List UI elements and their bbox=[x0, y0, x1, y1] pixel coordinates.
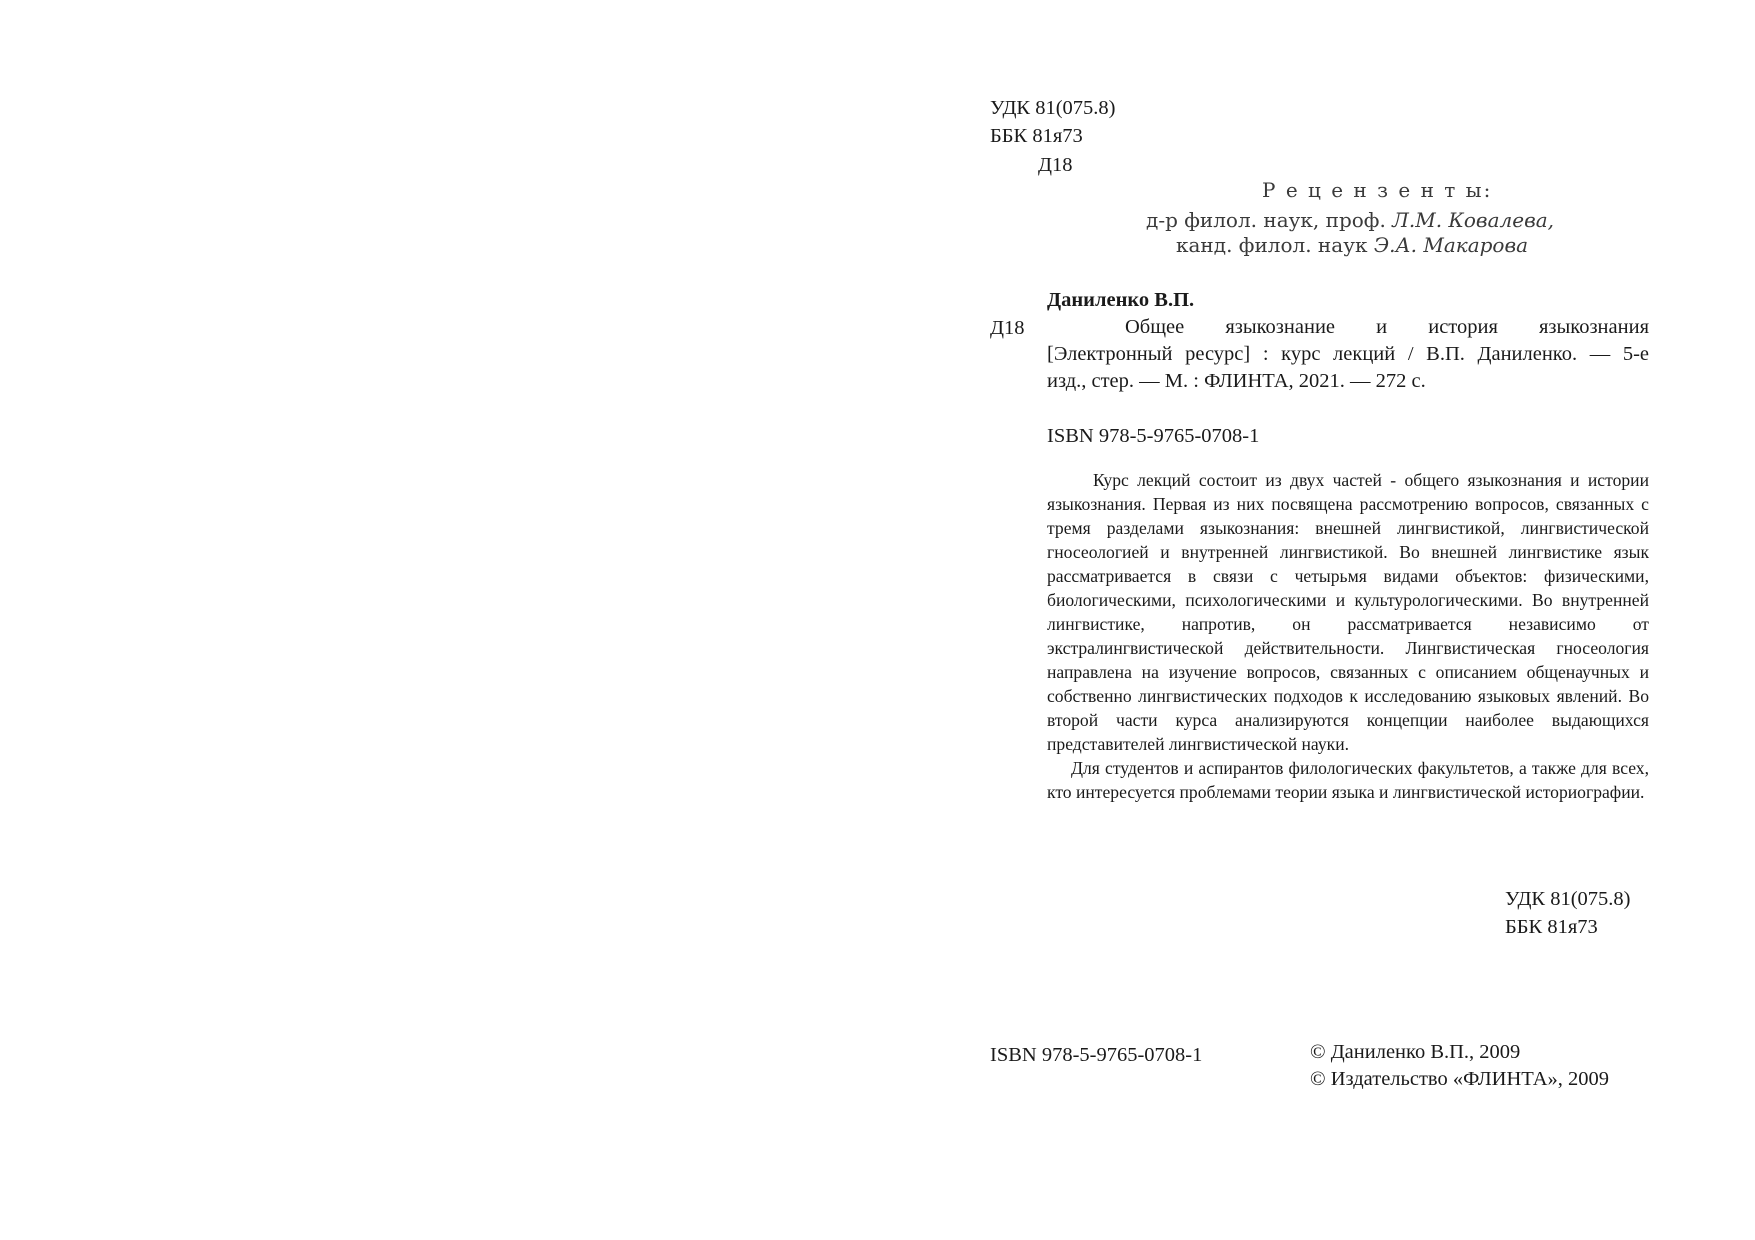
copyright-author: © Даниленко В.П., 2009 bbox=[1310, 1041, 1521, 1063]
record-title-line-3: изд., стер. — М. : ФЛИНТА, 2021. — 272 с. bbox=[1047, 370, 1426, 392]
copyright-publisher: © Издательство «ФЛИНТА», 2009 bbox=[1310, 1068, 1610, 1090]
author-mark: Д18 bbox=[1038, 154, 1073, 176]
reviewer-1-prefix: д-р филол. наук, проф. bbox=[1146, 208, 1386, 232]
record-mark: Д18 bbox=[990, 317, 1025, 339]
record-author-name: Даниленко В.П. bbox=[1047, 289, 1195, 311]
reviewer-1-name: Л.М. Ковалева, bbox=[1392, 208, 1554, 232]
bottom-isbn: ISBN 978-5-9765-0708-1 bbox=[990, 1044, 1203, 1066]
footer-udk-code: УДК 81(075.8) bbox=[1505, 888, 1631, 910]
reviewer-1 bbox=[1146, 208, 1554, 232]
reviewer-2-name: Э.А. Макарова bbox=[1373, 233, 1529, 257]
annotation-paragraph-2: Для студентов и аспирантов филологических факультетов, а также для всех, кто интересуется проблемами теории языка и лингвистической историографии. bbox=[1047, 758, 1649, 802]
reviewer-2 bbox=[1176, 233, 1528, 257]
udk-code: УДК 81(075.8) bbox=[990, 97, 1116, 119]
footer-bbk-code: ББК 81я73 bbox=[1505, 916, 1598, 938]
record-title-line-1: Общее языкознание и история языкознания bbox=[1125, 316, 1649, 338]
reviewers-title: Р е ц е н з е н т ы: bbox=[1262, 178, 1493, 202]
annotation bbox=[1047, 468, 1649, 804]
reviewer-2-prefix: канд. филол. наук bbox=[1176, 233, 1368, 257]
annotation-paragraph-1: Курс лекций состоит из двух частей - общего языкознания и истории языкознания. Первая из них посвящена рассмотрению вопросов, связанных с тремя разделами языкознания: внешней лингвистикой, лингвистической гносеологией и внутренней лингвистикой. Во внешней лингвистике язык рассматривается в связи с четырьмя видами объектов: физическими, биологическими, психологическими и культурологическими. Во внутренней лингвистике, напротив, он рассматривается независимо от экстралингвистической действительности. Лингвистическая гносеология направлена на изучение вопросов, связанных с описанием общенаучных и собственно лингвистических подходов к исследованию языковых явлений. Во второй части курса анализируются концепции наиболее выдающихся представителей лингвистической науки. bbox=[1047, 470, 1649, 754]
record-title-line-2: [Электронный ресурс] : курс лекций / В.П. Даниленко. — 5-е bbox=[1047, 343, 1649, 365]
record-author bbox=[1047, 286, 1194, 314]
bbk-code: ББК 81я73 bbox=[990, 125, 1083, 147]
record-isbn: ISBN 978-5-9765-0708-1 bbox=[1047, 425, 1260, 447]
